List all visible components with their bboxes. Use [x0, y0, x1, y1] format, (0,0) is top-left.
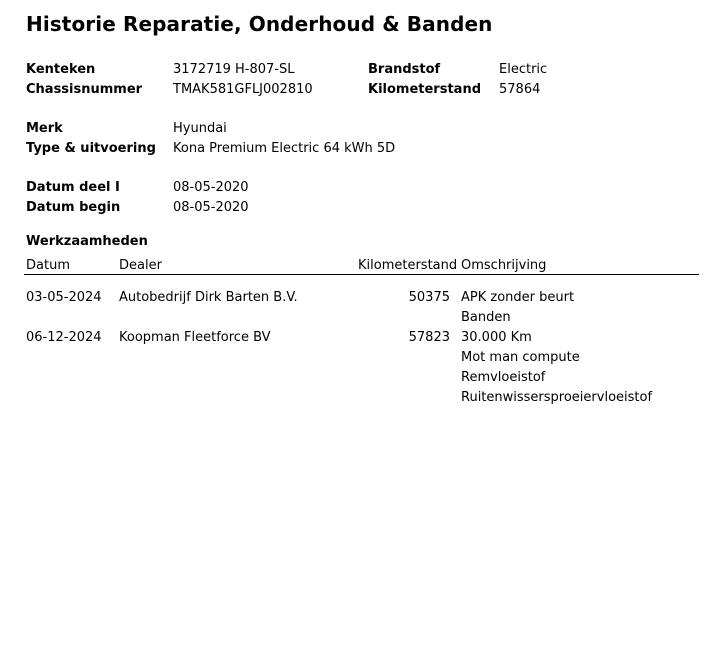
column-header-kilometerstand: Kilometerstand	[358, 258, 458, 273]
datum-deel-value: 08-05-2020	[173, 180, 249, 195]
column-header-datum: Datum	[26, 258, 70, 273]
merk-value: Hyundai	[173, 121, 227, 136]
datum-begin-value: 08-05-2020	[173, 200, 249, 215]
chassisnummer-value: TMAK581GFLJ002810	[173, 82, 313, 97]
row-dealer: Autobedrijf Dirk Barten B.V.	[119, 290, 298, 305]
kenteken-value: 3172719 H-807-SL	[173, 62, 295, 77]
row-datum: 03-05-2024	[26, 290, 102, 305]
row-dealer: Koopman Fleetforce BV	[119, 330, 271, 345]
brandstof-label: Brandstof	[368, 62, 441, 77]
type-uitvoering-label: Type & uitvoering	[26, 141, 156, 156]
type-uitvoering-value: Kona Premium Electric 64 kWh 5D	[173, 141, 396, 156]
merk-label: Merk	[26, 121, 63, 136]
header-divider	[24, 274, 699, 275]
page-title: Historie Reparatie, Onderhoud & Banden	[26, 12, 493, 36]
omschrijving-item: Remvloeistof	[461, 370, 546, 385]
omschrijving-item: Ruitenwissersproeiervloeistof	[461, 390, 653, 405]
werkzaamheden-heading: Werkzaamheden	[26, 234, 148, 249]
kilometerstand-label: Kilometerstand	[368, 82, 482, 97]
omschrijving-item: Mot man compute	[461, 350, 580, 365]
row-datum: 06-12-2024	[26, 330, 102, 345]
row-kilometerstand: 50375	[408, 290, 450, 305]
chassisnummer-label: Chassisnummer	[26, 82, 143, 97]
omschrijving-item: Banden	[461, 310, 511, 325]
row-omschrijving	[461, 288, 574, 328]
row-omschrijving	[461, 328, 652, 408]
datum-deel-label: Datum deel I	[26, 180, 120, 195]
omschrijving-item: 30.000 Km	[461, 330, 532, 345]
kilometerstand-value: 57864	[499, 82, 541, 97]
column-header-dealer: Dealer	[119, 258, 162, 273]
brandstof-value: Electric	[499, 62, 548, 77]
datum-begin-label: Datum begin	[26, 200, 121, 215]
row-kilometerstand: 57823	[408, 330, 450, 345]
column-header-omschrijving: Omschrijving	[461, 258, 547, 273]
kenteken-label: Kenteken	[26, 62, 96, 77]
omschrijving-item: APK zonder beurt	[461, 290, 575, 305]
